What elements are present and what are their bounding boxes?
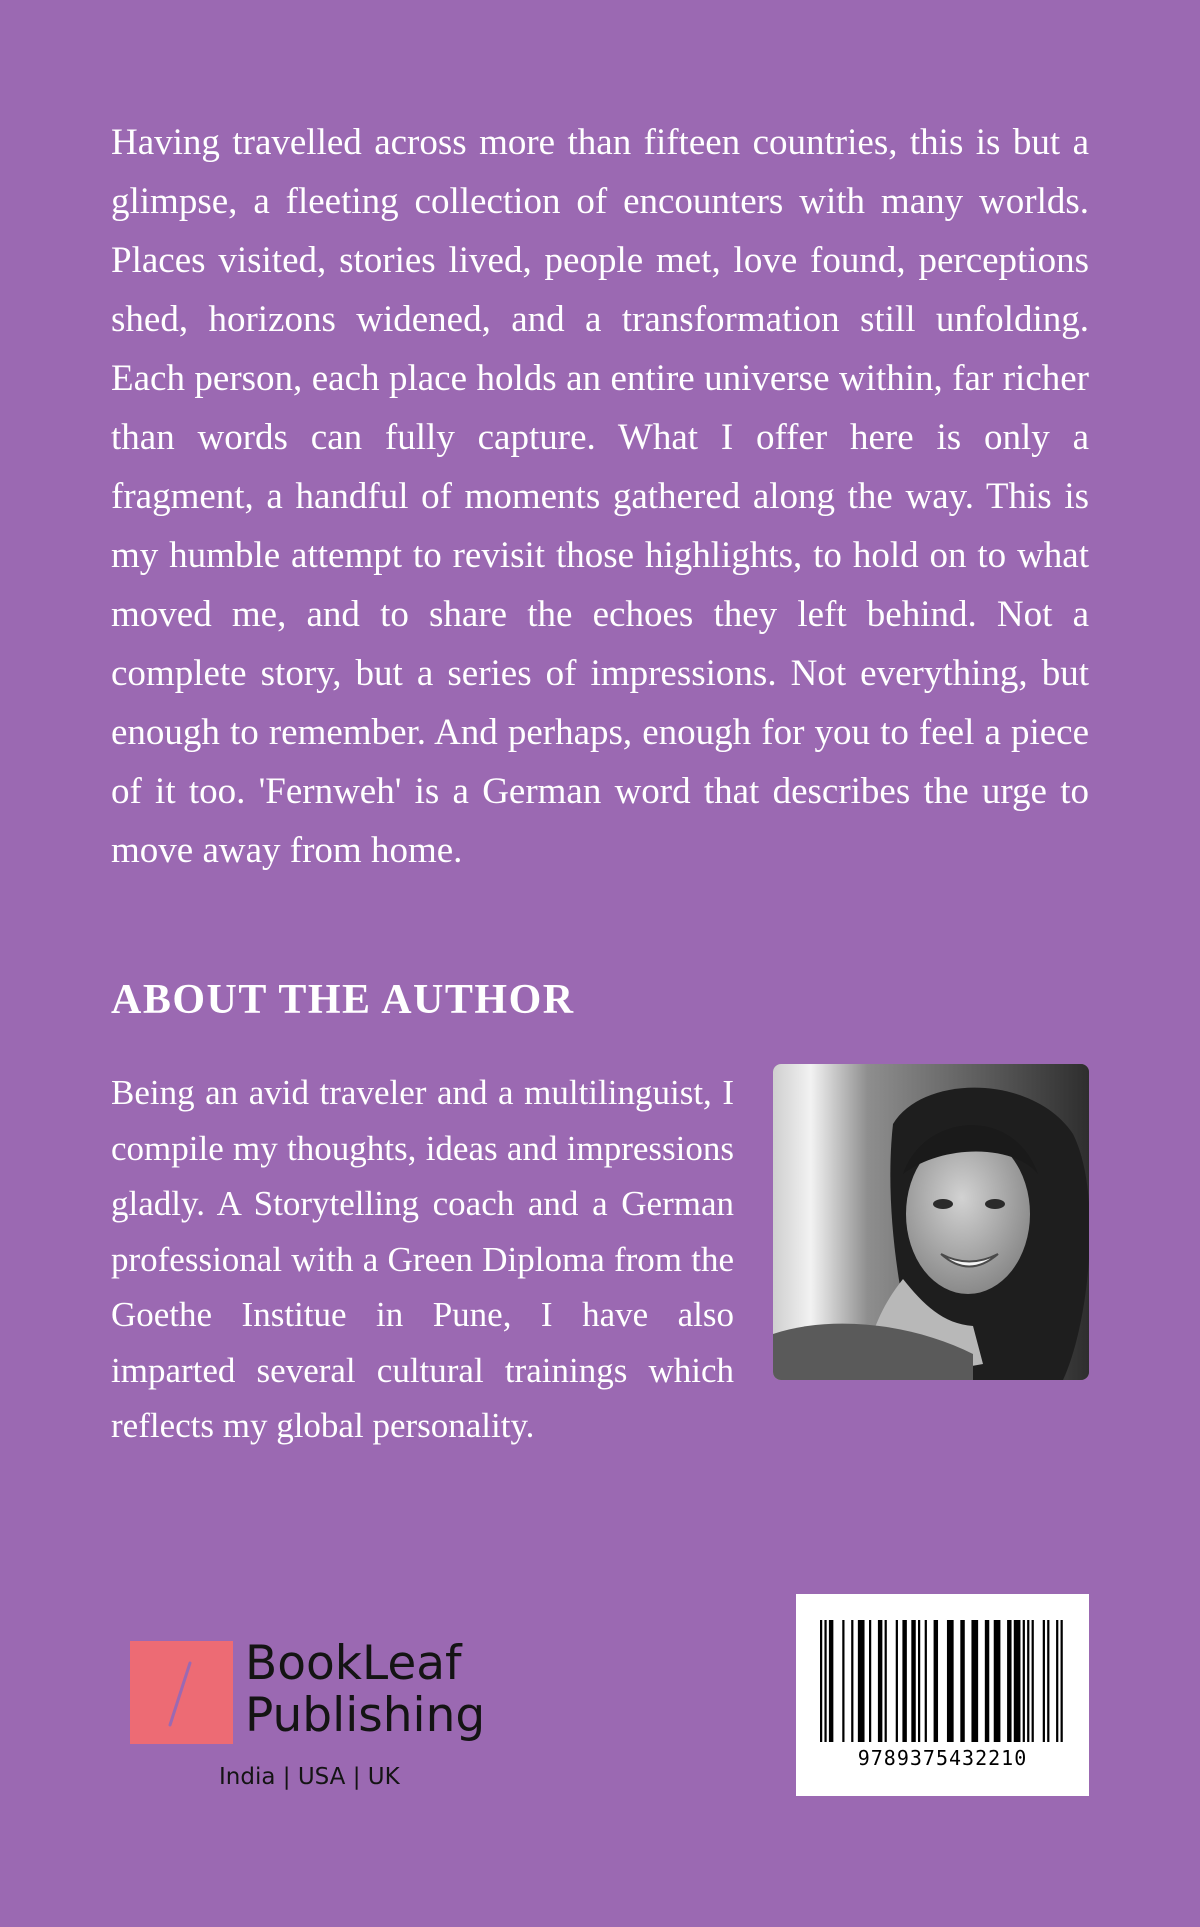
barcode-bar <box>1056 1620 1058 1742</box>
barcode-bar <box>1032 1620 1034 1742</box>
barcode-bar <box>960 1620 964 1742</box>
barcode-bar <box>934 1620 938 1742</box>
barcode-bar <box>918 1620 920 1742</box>
barcode-bar <box>1014 1620 1021 1742</box>
barcode-bar <box>851 1620 853 1742</box>
barcode-bar <box>896 1620 898 1742</box>
barcode-bar <box>1043 1620 1045 1742</box>
barcode-bar <box>1061 1620 1063 1742</box>
isbn-number: 9789375432210 <box>857 1746 1028 1770</box>
barcode-bar <box>842 1620 844 1742</box>
barcode-bar <box>878 1620 882 1742</box>
author-portrait-image <box>773 1064 1089 1380</box>
barcode-bar <box>925 1620 927 1742</box>
barcode-bar <box>911 1620 915 1742</box>
barcode-bar <box>885 1620 887 1742</box>
barcode-bar <box>829 1620 833 1742</box>
publisher-name <box>245 1638 485 1742</box>
barcode-bar <box>902 1620 906 1742</box>
slash-icon <box>165 1659 195 1729</box>
publisher-name-line1: BookLeaf <box>245 1636 462 1691</box>
barcode-bar <box>994 1620 1001 1742</box>
barcode-bar <box>1007 1620 1011 1742</box>
barcode-bar <box>824 1620 826 1742</box>
author-bio: Being an avid traveler and a multilinguist, I compile my thoughts, ideas and impressions gladly. A Storytelling coach and a German professional with a Green Diploma from the Goethe Institue in Pune, I have also imparted several cultural trainings which reflects my global personality. <box>111 1073 734 1445</box>
barcode-bar <box>1023 1620 1025 1742</box>
publisher-regions: India | USA | UK <box>219 1764 400 1790</box>
barcode-bar <box>820 1620 822 1742</box>
isbn-barcode <box>796 1594 1089 1796</box>
back-cover-blurb: Having travelled across more than fifteen countries, this is but a glimpse, a fleeting collection of encounters with many worlds. Places visited, stories lived, people met, love found, perceptions shed, horizons widened, and a transformation still unfolding. Each person, each place holds an entire universe within, far richer than words can fully capture. What I offer here is only a fragment, a handful of moments gathered along the way. This is my humble attempt to revisit those highlights, to hold on to what moved me, and to share the echoes they left behind. Not a complete story, but a series of impressions. Not everything, but enough to remember. And perhaps, enough for you to feel a piece of it too. 'Fernweh' is a German word that describes the urge to move away from home. <box>111 122 1089 871</box>
barcode-bar <box>869 1620 871 1742</box>
barcode-bars <box>820 1620 1065 1742</box>
barcode-bar <box>985 1620 989 1742</box>
barcode-bar <box>971 1620 978 1742</box>
author-photo <box>773 1064 1089 1380</box>
barcode-bar <box>947 1620 954 1742</box>
about-author-heading: ABOUT THE AUTHOR <box>111 977 575 1023</box>
logo-mark <box>130 1641 233 1744</box>
publisher-name-line2: Publishing <box>245 1688 486 1743</box>
barcode-bar <box>858 1620 865 1742</box>
publisher-logo <box>130 1638 510 1798</box>
barcode-bar <box>1027 1620 1029 1742</box>
barcode-bar <box>1047 1620 1049 1742</box>
